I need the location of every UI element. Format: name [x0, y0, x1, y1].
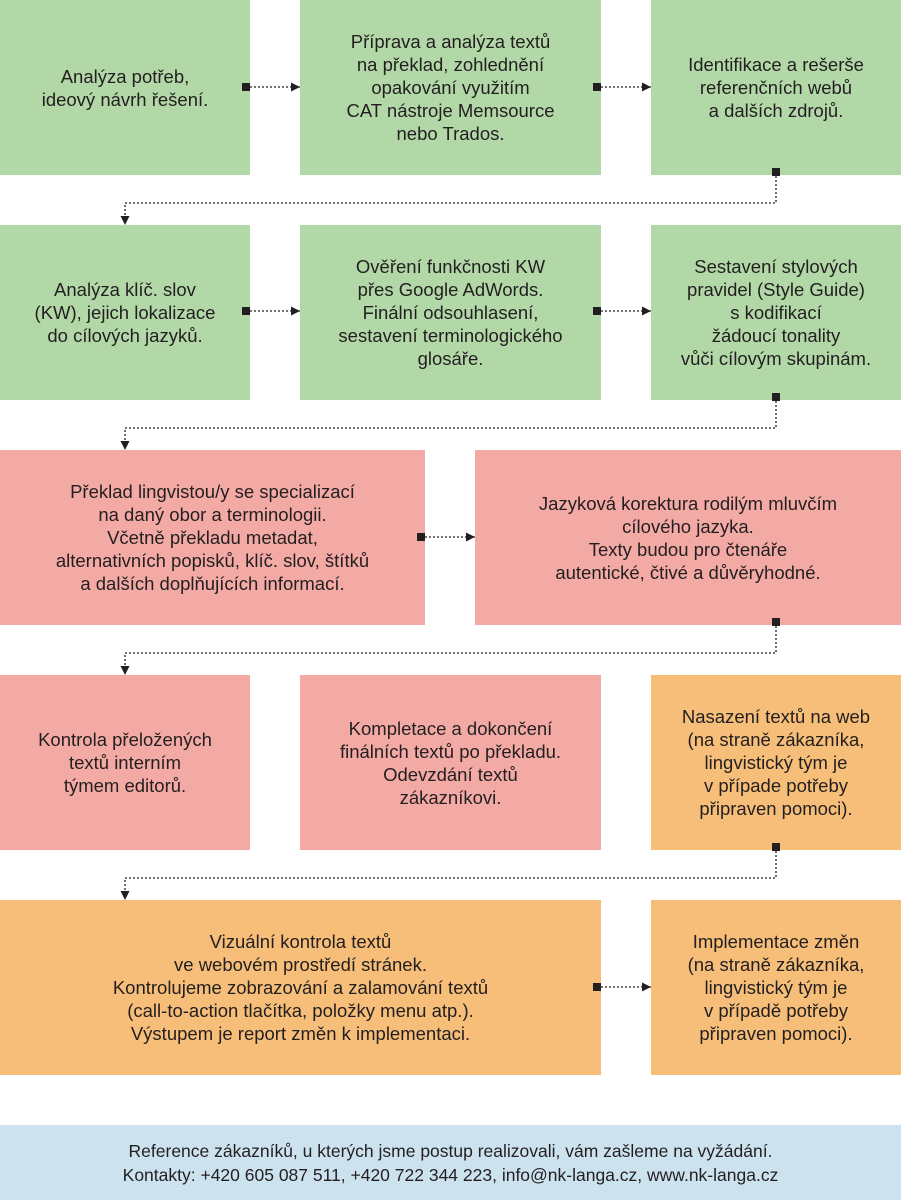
- step-web-deployment: [651, 675, 901, 850]
- step-implementation: [651, 900, 901, 1075]
- footer-contact-bar: [0, 1125, 901, 1200]
- step-text: Překlad lingvistou/y se specializací na daný obor a terminologii. Včetně překladu metadat, alternativních popisků, klíč. slov, štítků a dalších doplňujících informací.: [55, 481, 370, 594]
- step-text: Sestavení stylových pravidel (Style Guide) s kodifikací žádoucí tonality vůči cílovým skupinám.: [680, 256, 872, 369]
- step-needs-analysis: [0, 0, 250, 175]
- footer-contacts-text: Kontakty: +420 605 087 511, +420 722 344 223, info@nk-langa.cz, www.nk-langa.cz: [122, 1164, 779, 1185]
- connector-8-9: [125, 622, 776, 675]
- step-text: Identifikace a rešerše referenčních webů a dalších zdrojů.: [688, 54, 864, 121]
- arrowhead: [291, 83, 300, 92]
- connector-6-7: [125, 397, 776, 450]
- step-style-guide: [651, 225, 901, 400]
- connector-11-12: [125, 847, 776, 900]
- step-text-preparation: [300, 0, 601, 175]
- arrowhead: [121, 666, 130, 675]
- step-reference-research: [651, 0, 901, 175]
- step-keyword-analysis: [0, 225, 250, 400]
- step-visual-check: [0, 900, 601, 1075]
- step-text: Kontrola přeložených textů interním týmem editorů.: [38, 729, 212, 796]
- step-text: Implementace změn (na straně zákazníka, lingvistický tým je v případě potřeby připraven pomoci).: [687, 931, 865, 1044]
- step-text: Příprava a analýza textů na překlad, zohlednění opakování využitím CAT nástroje Memsource nebo Trados.: [346, 31, 555, 144]
- step-text: Analýza potřeb, ideový návrh řešení.: [41, 65, 209, 110]
- arrowhead: [121, 216, 130, 225]
- arrowhead: [291, 307, 300, 316]
- step-text: Kompletace a dokončení finálních textů po překladu. Odevzdání textů zákazníkovi.: [339, 717, 562, 808]
- arrowhead: [121, 891, 130, 900]
- step-text: Nasazení textů na web (na straně zákazníka, lingvistický tým je v případe potřeby připraven pomoci).: [681, 706, 871, 819]
- arrowhead: [466, 533, 475, 542]
- step-text: Ověření funkčnosti KW přes Google AdWords. Finální odsouhlasení, sestavení terminologického glosáře.: [338, 256, 563, 369]
- step-translation: [0, 450, 425, 625]
- step-text: Analýza klíč. slov (KW), jejich lokalizace do cílových jazyků.: [34, 279, 216, 346]
- arrowhead: [642, 307, 651, 316]
- step-text: Jazyková korektura rodilým mluvčím cílového jazyka. Texty budou pro čtenáře autentické, čtivé a důvěryhodné.: [538, 492, 838, 583]
- arrowhead: [121, 441, 130, 450]
- arrowhead: [642, 83, 651, 92]
- step-native-proofreading: [475, 450, 901, 625]
- step-completion-delivery: [300, 675, 601, 850]
- step-editor-review: [0, 675, 250, 850]
- step-text: Vizuální kontrola textů ve webovém prostředí stránek. Kontrolujeme zobrazování a zalamování textů (call-to-action tlačítka, položky menu atp.). Výstupem je report změn k implementaci.: [112, 931, 489, 1044]
- footer-references-text: Reference zákazníků, u kterých jsme postup realizovali, vám zašleme na vyžádání.: [128, 1140, 773, 1161]
- connector-3-4: [125, 172, 776, 225]
- step-keyword-verification: [300, 225, 601, 400]
- arrowhead: [642, 983, 651, 992]
